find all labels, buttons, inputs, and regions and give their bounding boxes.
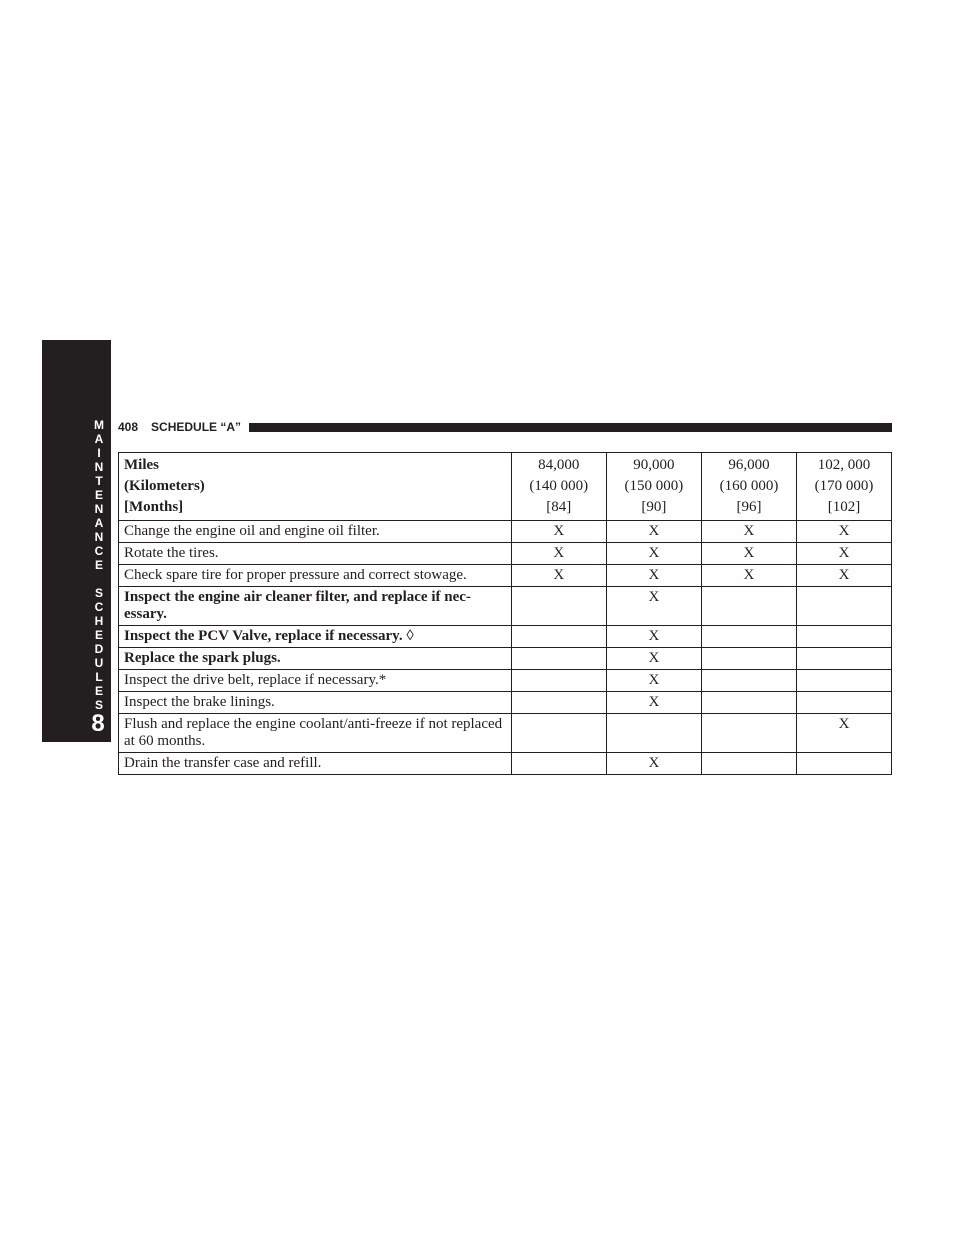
interval-months: [84] <box>546 499 572 515</box>
service-mark: X <box>797 714 892 753</box>
service-mark: X <box>797 521 892 543</box>
service-mark <box>797 692 892 714</box>
miles-label: Miles <box>124 457 159 473</box>
service-mark: X <box>701 521 796 543</box>
tab-letter: S <box>94 698 103 712</box>
service-mark <box>701 692 796 714</box>
maintenance-task: Inspect the PCV Valve, replace if necessary. ◊ <box>119 626 512 648</box>
interval-header-cell <box>511 453 606 521</box>
interval-header-cell <box>701 453 796 521</box>
maintenance-task: Change the engine oil and engine oil filter. <box>119 521 512 543</box>
tab-letter: L <box>95 670 103 684</box>
service-mark <box>701 753 796 775</box>
tab-letter: N <box>94 502 104 516</box>
service-mark <box>701 670 796 692</box>
service-mark: X <box>606 587 701 626</box>
service-mark <box>511 753 606 775</box>
service-mark: X <box>511 565 606 587</box>
interval-km: (160 000) <box>719 478 779 494</box>
table-row <box>119 565 892 587</box>
service-mark: X <box>511 521 606 543</box>
service-mark: X <box>606 521 701 543</box>
service-mark <box>797 626 892 648</box>
interval-miles: 96,000 <box>728 457 770 473</box>
service-mark <box>797 587 892 626</box>
task-rows <box>119 521 892 775</box>
service-mark: X <box>511 543 606 565</box>
service-mark <box>797 670 892 692</box>
tab-letter: E <box>94 628 103 642</box>
service-mark <box>511 692 606 714</box>
service-mark <box>797 753 892 775</box>
tab-letter: T <box>95 474 103 488</box>
table-row <box>119 648 892 670</box>
maintenance-schedule-table <box>118 452 892 775</box>
tab-letter: I <box>97 446 101 460</box>
service-mark: X <box>606 648 701 670</box>
tab-letter: H <box>94 614 104 628</box>
service-mark <box>701 587 796 626</box>
service-mark: X <box>701 543 796 565</box>
table-row <box>119 626 892 648</box>
interval-km: (170 000) <box>814 478 874 494</box>
maintenance-task: Drain the transfer case and refill. <box>119 753 512 775</box>
table-row <box>119 753 892 775</box>
kilometers-label: (Kilometers) <box>124 478 205 494</box>
service-mark <box>511 648 606 670</box>
tab-letter: N <box>94 530 104 544</box>
maintenance-task: Inspect the engine air cleaner filter, and replace if nec-essary. <box>119 587 512 626</box>
table-row <box>119 543 892 565</box>
table-row <box>119 521 892 543</box>
page-header <box>118 419 892 435</box>
service-mark <box>511 587 606 626</box>
maintenance-task: Replace the spark plugs. <box>119 648 512 670</box>
maintenance-task: Check spare tire for proper pressure and correct stowage. <box>119 565 512 587</box>
interval-km: (140 000) <box>529 478 589 494</box>
tab-letter: C <box>94 544 104 558</box>
table-row <box>119 714 892 753</box>
service-mark: X <box>606 692 701 714</box>
maintenance-task: Inspect the brake linings. <box>119 692 512 714</box>
tab-letter-gap <box>89 572 109 586</box>
interval-months: [90] <box>641 499 667 515</box>
service-mark: X <box>797 543 892 565</box>
tab-letter: S <box>94 586 103 600</box>
interval-miles: 102, 000 <box>817 457 871 473</box>
service-mark: X <box>606 565 701 587</box>
page-title: SCHEDULE “A” <box>151 420 242 434</box>
interval-header-cell <box>797 453 892 521</box>
maintenance-task: Inspect the drive belt, replace if necessary.* <box>119 670 512 692</box>
section-tab-label <box>89 418 109 712</box>
section-number: 8 <box>91 710 105 737</box>
interval-km: (150 000) <box>624 478 684 494</box>
service-mark <box>511 714 606 753</box>
interval-miles: 84,000 <box>538 457 580 473</box>
tab-letter: C <box>94 600 104 614</box>
maintenance-task: Flush and replace the engine coolant/anti-freeze if not replaced at 60 months. <box>119 714 512 753</box>
table-row <box>119 692 892 714</box>
tab-letter: U <box>94 656 104 670</box>
service-mark: X <box>606 543 701 565</box>
service-mark: X <box>606 670 701 692</box>
interval-months: [96] <box>736 499 762 515</box>
service-mark <box>797 648 892 670</box>
table-row <box>119 670 892 692</box>
months-label: [Months] <box>124 499 184 515</box>
tab-letter: N <box>94 460 104 474</box>
tab-letter: E <box>94 558 103 572</box>
table-header-row <box>119 453 892 521</box>
service-mark <box>511 626 606 648</box>
service-mark: X <box>701 565 796 587</box>
tab-letter: D <box>94 642 104 656</box>
page-number: 408 <box>118 420 139 434</box>
service-mark <box>701 714 796 753</box>
service-mark <box>701 626 796 648</box>
tab-letter: A <box>94 516 104 530</box>
tab-letter: E <box>94 488 103 502</box>
header-rule <box>249 423 892 432</box>
service-mark: X <box>606 626 701 648</box>
interval-months: [102] <box>827 499 861 515</box>
interval-miles: 90,000 <box>633 457 675 473</box>
tab-letter: A <box>94 432 104 446</box>
service-mark <box>606 714 701 753</box>
service-mark: X <box>797 565 892 587</box>
table-row <box>119 587 892 626</box>
service-mark <box>511 670 606 692</box>
service-mark: X <box>606 753 701 775</box>
tab-letter: M <box>94 418 104 432</box>
tab-letter: E <box>94 684 103 698</box>
service-mark <box>701 648 796 670</box>
interval-label-cell <box>119 453 512 521</box>
interval-header-cell <box>606 453 701 521</box>
maintenance-task: Rotate the tires. <box>119 543 512 565</box>
